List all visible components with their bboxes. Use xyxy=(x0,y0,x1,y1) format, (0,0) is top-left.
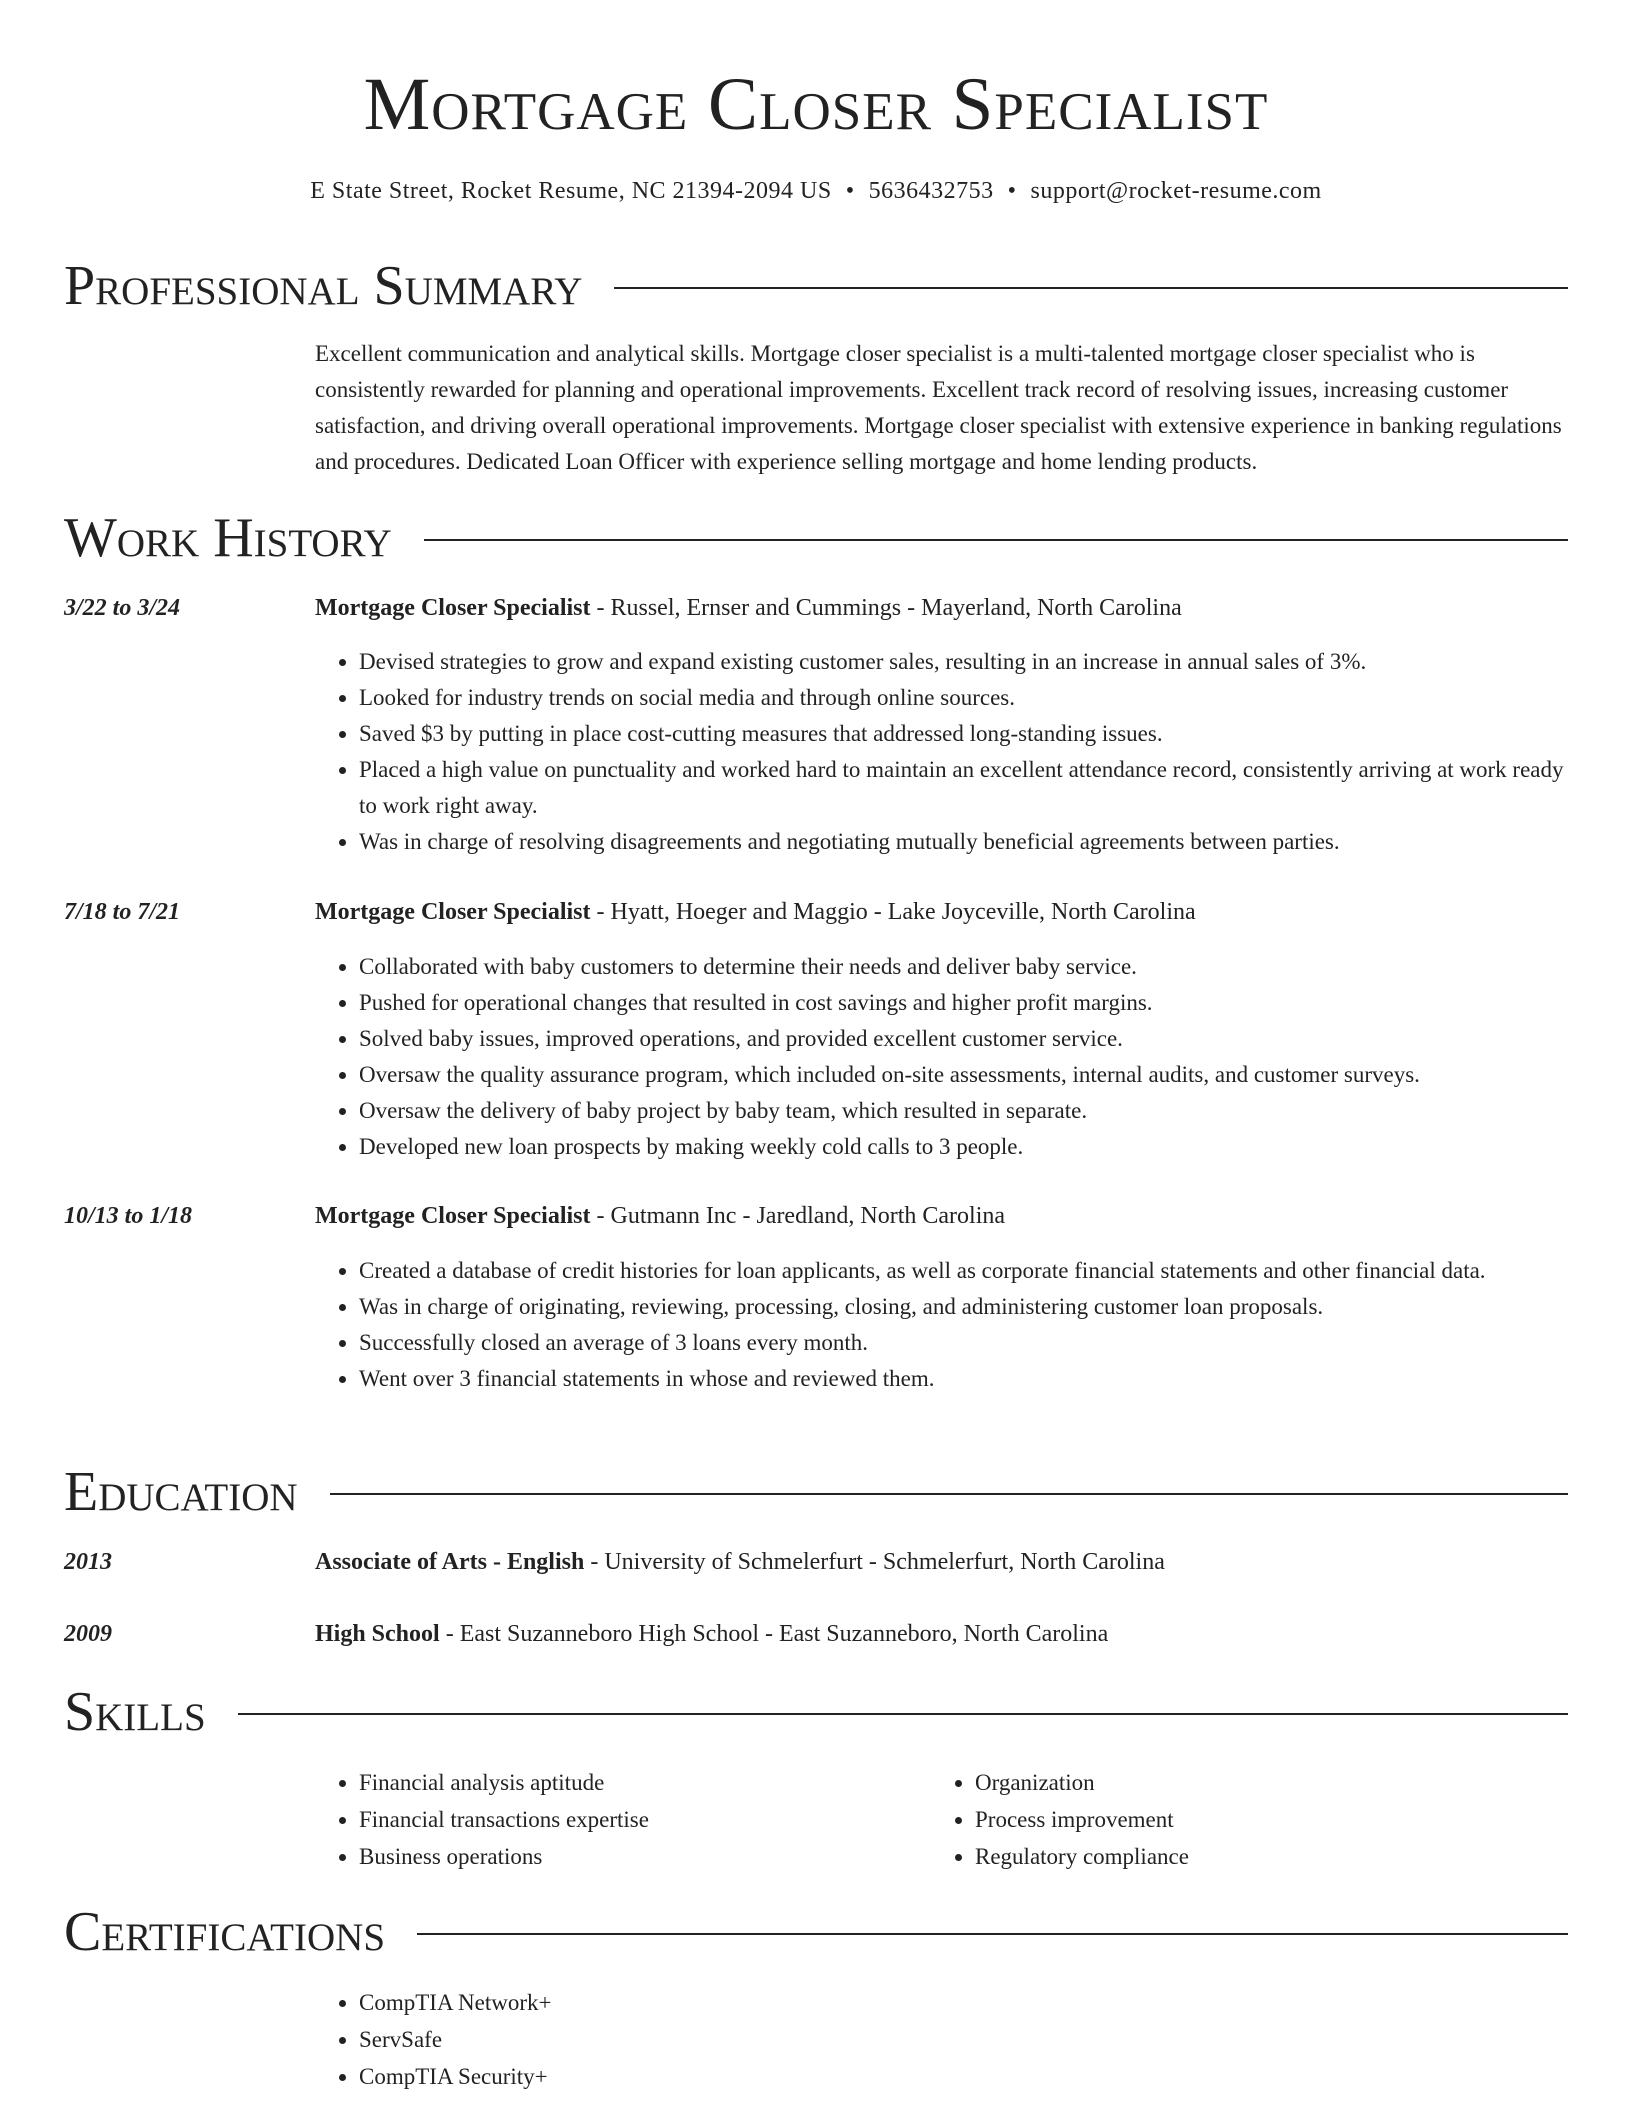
list-item: • Created a database of credit histories for loan applicants, as well as corporate financial statements and other financial data. xyxy=(359,1253,1568,1289)
list-item: • Collaborated with baby customers to determine their needs and deliver baby service. xyxy=(359,949,1568,985)
certification-item: • ServSafe xyxy=(359,2021,1115,2058)
list-item: • Was in charge of resolving disagreements and negotiating mutually beneficial agreements between parties. xyxy=(359,824,1568,860)
skill-item: • Regulatory compliance xyxy=(975,1838,1531,1875)
summary-text: Excellent communication and analytical skills. Mortgage closer specialist is a multi-talented mortgage closer specialist who is consistently rewarded for planning and operational improvements. Excellent track record of resolving issues, increasing customer satisfaction, and driving overall operational improvements. Mortgage closer specialist with extensive experience in banking regulations and procedures. Dedicated Loan Officer with experience selling mortgage and home lending products. xyxy=(315,341,1562,474)
list-item: • Looked for industry trends on social media and through online sources. xyxy=(359,680,1568,716)
section-divider xyxy=(330,1493,1568,1495)
contact-address: E State Street, Rocket Resume, NC 21394-2094 US xyxy=(310,178,832,204)
contact-separator: • xyxy=(845,178,855,204)
section-divider xyxy=(614,287,1568,289)
job-dates: 3/22 to 3/24 xyxy=(64,595,181,621)
contact-phone: 5636432753 xyxy=(868,178,994,204)
list-item: • Saved $3 by putting in place cost-cutting measures that addressed long-standing issues. xyxy=(359,716,1568,752)
education-entry xyxy=(315,1616,1568,1652)
list-item: • Was in charge of originating, reviewing, processing, closing, and administering customer loan proposals. xyxy=(359,1289,1568,1325)
job-title: Mortgage Closer Specialist xyxy=(315,1203,591,1229)
list-item: • Oversaw the quality assurance program, which included on-site assessments, internal audits, and customer surveys. xyxy=(359,1057,1568,1093)
job-dates: 10/13 to 1/18 xyxy=(64,1203,193,1229)
contact-email[interactable]: support@rocket-resume.com xyxy=(1030,178,1322,204)
section-divider xyxy=(417,1933,1568,1935)
section-header-certifications xyxy=(64,1902,1568,1962)
job-bullets xyxy=(315,949,1568,1165)
job-title: Mortgage Closer Specialist xyxy=(315,595,591,621)
list-item: • Solved baby issues, improved operations, and provided excellent customer service. xyxy=(359,1021,1568,1057)
skills-list-left xyxy=(315,1764,915,1875)
job-dates: 7/18 to 7/21 xyxy=(64,899,181,925)
section-title-summary: Professional Summary xyxy=(64,255,583,317)
skill-item: • Financial transactions expertise xyxy=(359,1801,915,1838)
education-details: - East Suzanneboro High School - East Suzanneboro, North Carolina xyxy=(439,1621,1109,1647)
certification-item: • CompTIA Security+ xyxy=(359,2058,1115,2095)
skill-item: • Organization xyxy=(975,1764,1531,1801)
section-header-education xyxy=(64,1462,1568,1522)
list-item: • Placed a high value on punctuality and worked hard to maintain an excellent attendance record, consistently arriving at work ready to work right away. xyxy=(359,752,1568,824)
section-title-work: Work History xyxy=(64,507,392,569)
education-year: 2013 xyxy=(64,1549,112,1575)
job-heading xyxy=(315,590,1568,626)
job-heading xyxy=(315,1198,1568,1234)
section-divider xyxy=(424,539,1568,541)
summary-block xyxy=(315,336,1568,480)
job-heading xyxy=(315,894,1568,930)
list-item: • Devised strategies to grow and expand existing customer sales, resulting in an increase in annual sales of 3%. xyxy=(359,644,1568,680)
job-bullets xyxy=(315,1253,1568,1397)
job-details: - Russel, Ernser and Cummings - Mayerland, North Carolina xyxy=(590,595,1182,621)
skill-item: • Financial analysis aptitude xyxy=(359,1764,915,1801)
list-item: • Oversaw the delivery of baby project by baby team, which resulted in separate. xyxy=(359,1093,1568,1129)
list-item: • Developed new loan prospects by making weekly cold calls to 3 people. xyxy=(359,1129,1568,1165)
section-title-skills: Skills xyxy=(64,1681,206,1743)
certifications-list xyxy=(315,1984,1115,2095)
list-item: • Successfully closed an average of 3 loans every month. xyxy=(359,1325,1568,1361)
education-year: 2009 xyxy=(64,1621,112,1647)
education-entry xyxy=(315,1544,1568,1580)
job-title: Mortgage Closer Specialist xyxy=(315,899,591,925)
section-header-skills xyxy=(64,1682,1568,1742)
skill-item: • Process improvement xyxy=(975,1801,1531,1838)
job-bullets xyxy=(315,644,1568,860)
job-details: - Gutmann Inc - Jaredland, North Carolina xyxy=(590,1203,1006,1229)
education-degree: High School xyxy=(315,1621,440,1647)
list-item: • Pushed for operational changes that resulted in cost savings and higher profit margins. xyxy=(359,985,1568,1021)
education-degree: Associate of Arts - English xyxy=(315,1549,585,1575)
job-details: - Hyatt, Hoeger and Maggio - Lake Joyceville, North Carolina xyxy=(590,899,1196,925)
candidate-name: Mortgage Closer Specialist xyxy=(363,63,1269,146)
section-title-education: Education xyxy=(64,1461,298,1523)
education-details: - University of Schmelerfurt - Schmelerfurt, North Carolina xyxy=(584,1549,1165,1575)
section-divider xyxy=(238,1713,1568,1715)
list-item: • Went over 3 financial statements in whose and reviewed them. xyxy=(359,1361,1568,1397)
certification-item: • CompTIA Network+ xyxy=(359,1984,1115,2021)
contact-line xyxy=(64,176,1568,206)
section-title-certifications: Certifications xyxy=(64,1901,386,1963)
section-header-work xyxy=(64,508,1568,568)
contact-separator: • xyxy=(1007,178,1017,204)
skills-list-right xyxy=(931,1764,1531,1875)
skill-item: • Business operations xyxy=(359,1838,915,1875)
section-header-summary xyxy=(64,256,1568,316)
